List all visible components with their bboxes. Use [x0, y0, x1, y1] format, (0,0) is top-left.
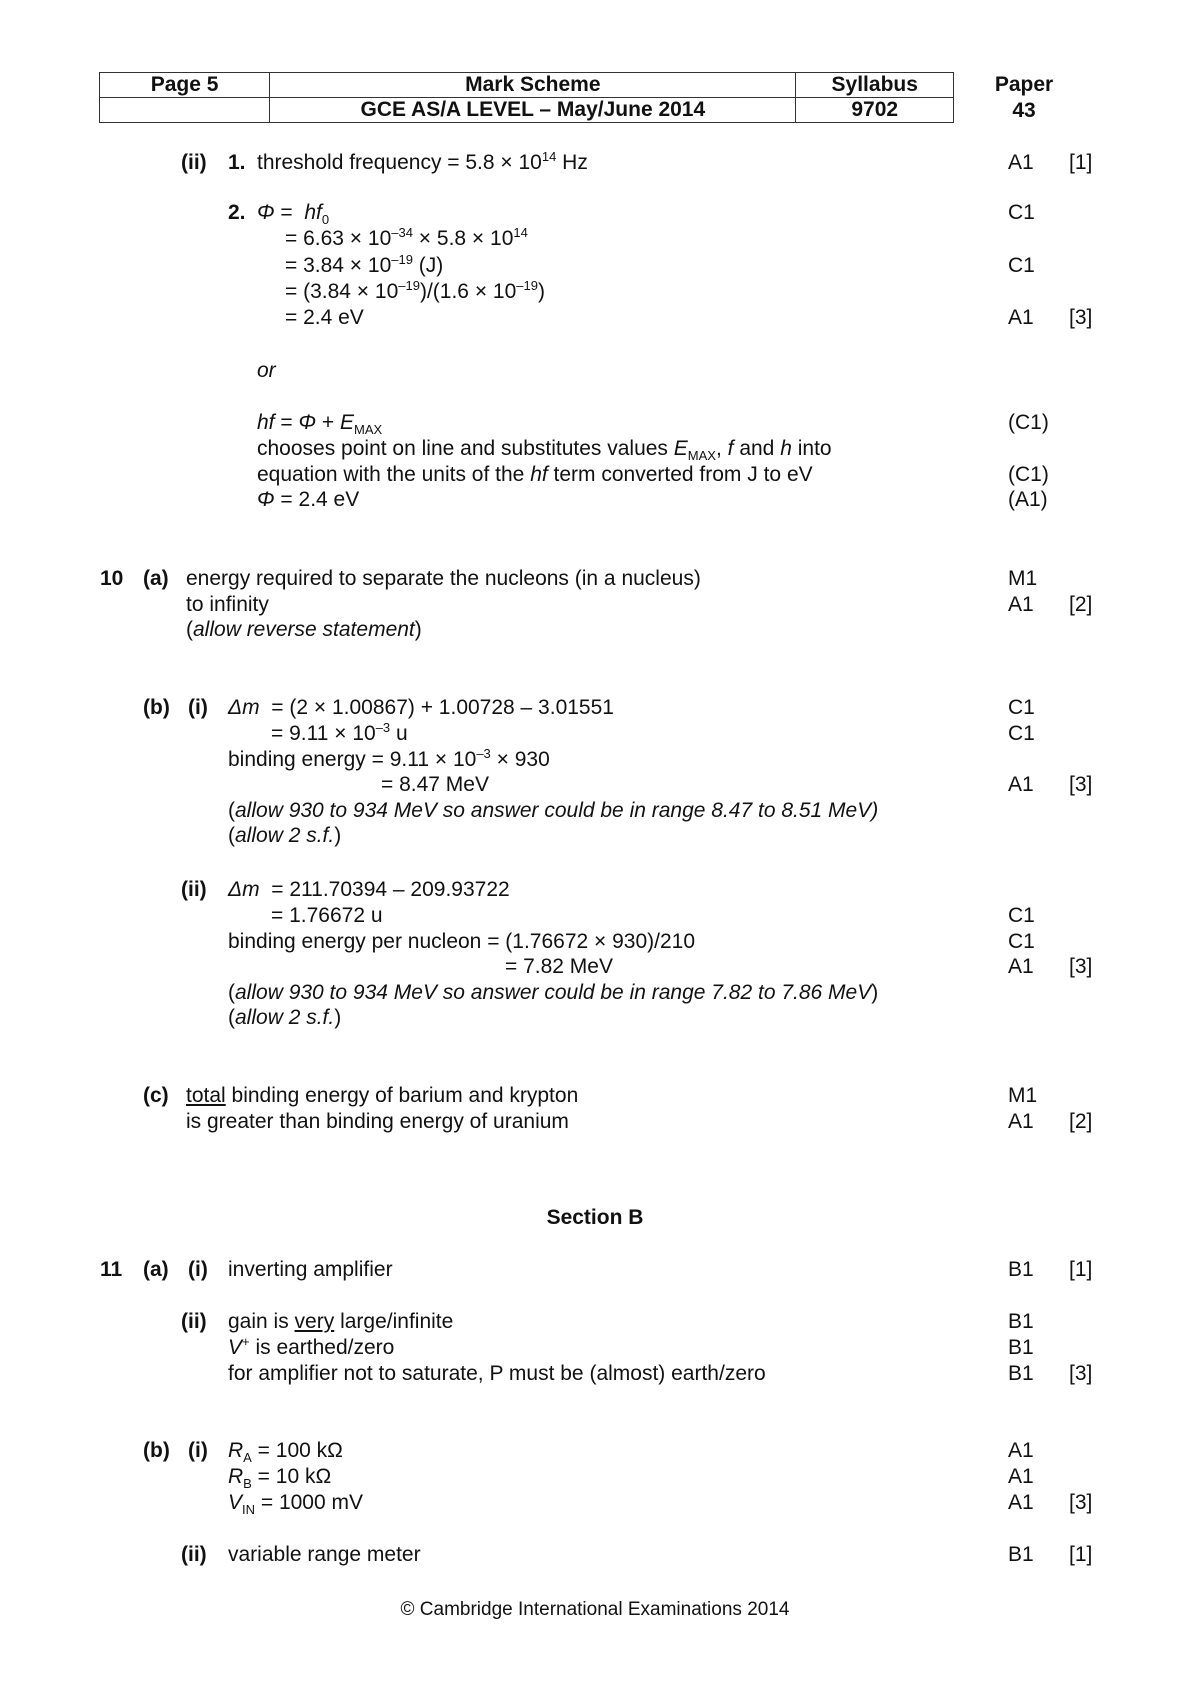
q10-part-c: (c) [143, 1084, 169, 1107]
q10-a-line2: to infinity [186, 593, 269, 616]
header-table [99, 72, 954, 124]
q10-bii-note2: (allow 2 s.f.) [228, 1006, 342, 1029]
q11-bi-line3: $V_{IN} = 1000$ mV [228, 1491, 363, 1518]
mark: B1 [1008, 1310, 1034, 1333]
q10-c-line2: is greater than binding energy of uranium [186, 1110, 569, 1133]
mark: C1 [1008, 722, 1035, 745]
mark: C1 [1008, 930, 1035, 953]
mark-total: [3] [1069, 306, 1093, 329]
q9-part1-text: threshold frequency = $5.8 \times 10^{14}$ Hz [257, 149, 588, 174]
q11-aii-line1: gain is very large/infinite [228, 1310, 454, 1333]
mark: B1 [1008, 1258, 1034, 1281]
q10-bi-line4: = 8.47 MeV [381, 773, 489, 796]
q10-c-line1: total binding energy of barium and krypton [186, 1084, 579, 1107]
q11-bii-line1: variable range meter [228, 1543, 421, 1566]
q11-aii-line2: V+ is earthed/zero [228, 1334, 395, 1359]
q11-bi-line1: $R_A = 100$ kΩ [228, 1439, 343, 1466]
syllabus-code: 9702 [796, 98, 954, 123]
q9-sub-ii: (ii) [181, 151, 207, 174]
q10-bi-line2: = $9.11 \times 10^{-3}$ u [271, 720, 408, 745]
q10-bii-line4: = 7.82 MeV [505, 955, 613, 978]
q9-eq-line4: = $(3.84 \times 10^{-19})/(1.6 \times 10^{-19})$ [285, 278, 545, 303]
mark: M1 [1008, 1084, 1038, 1107]
q10-b-sub-ii: (ii) [181, 878, 207, 901]
mark-total: [1] [1069, 1543, 1093, 1566]
mark-total: [2] [1069, 1110, 1093, 1133]
q11-b-sub-i: (i) [188, 1439, 208, 1462]
q9-alt-line1: hf = $\Phi + E_{MAX}$ [257, 411, 383, 438]
q11-bi-line2: $R_B = 10$ kΩ [228, 1465, 332, 1492]
q9-alt-line2: chooses point on line and substitutes values $E_{MAX}$, f and h into [257, 437, 832, 464]
q9-part2-num: 2. [228, 201, 246, 224]
mark: A1 [1008, 1439, 1034, 1462]
page-label: Page 5 [100, 73, 270, 98]
q10-bii-line3: binding energy per nucleon = (1.76672 × 930)/210 [228, 930, 696, 953]
q11-a-sub-ii: (ii) [181, 1310, 207, 1333]
q11-a-sub-i: (i) [188, 1258, 208, 1281]
q10-bii-line1: Δm = 211.70394 – 209.93722 [228, 878, 510, 901]
q10-bi-line1: Δm = (2 × 1.00867) + 1.00728 – 3.01551 [228, 696, 614, 719]
q9-eq-line5: = 2.4 eV [285, 306, 364, 329]
mark-total: [1] [1069, 1258, 1093, 1281]
q9-or: or [257, 359, 276, 382]
mark: A1 [1008, 306, 1034, 329]
mark: B1 [1008, 1362, 1034, 1385]
q10-part-a: (a) [143, 567, 169, 590]
q9-eq-line3: = $3.84 \times 10^{-19}$ (J) [285, 252, 444, 277]
mark-total: [2] [1069, 593, 1093, 616]
mark: A1 [1008, 955, 1034, 978]
mark-total: [3] [1069, 955, 1093, 978]
mark: (C1) [1008, 463, 1049, 486]
mark: C1 [1008, 201, 1035, 224]
mark: C1 [1008, 904, 1035, 927]
q10-bi-note1: (allow 930 to 934 MeV so answer could be in range 8.47 to 8.51 MeV) [228, 799, 879, 822]
mark: B1 [1008, 1543, 1034, 1566]
mark: (A1) [1008, 488, 1048, 511]
mark-total: [1] [1069, 151, 1093, 174]
mark: (C1) [1008, 411, 1049, 434]
mark: C1 [1008, 696, 1035, 719]
mark-total: [3] [1069, 1491, 1093, 1514]
q10-b-sub-i: (i) [188, 696, 208, 719]
copyright-footer: © Cambridge International Examinations 2014 [400, 1599, 790, 1620]
q11-number: 11 [100, 1258, 123, 1281]
mark: A1 [1008, 1491, 1034, 1514]
q11-aii-line3: for amplifier not to saturate, P must be (almost) earth/zero [228, 1362, 766, 1385]
q10-bii-note1: (allow 930 to 934 MeV so answer could be in range 7.82 to 7.86 MeV) [228, 981, 879, 1004]
q9-alt-line3: equation with the units of the hf term converted from J to eV [257, 463, 813, 486]
mark: A1 [1008, 593, 1034, 616]
q11-ai-line1: inverting amplifier [228, 1258, 393, 1281]
paper-code: 43 [1012, 99, 1036, 122]
page-blank-cell [100, 98, 270, 123]
q10-number: 10 [100, 567, 124, 590]
paper-label: Paper [994, 73, 1054, 96]
mark: B1 [1008, 1336, 1034, 1359]
section-heading: Section B [546, 1206, 644, 1229]
q11-part-a: (a) [143, 1258, 169, 1281]
mark-total: [3] [1069, 1362, 1093, 1385]
q11-part-b: (b) [143, 1439, 170, 1462]
q10-bi-note2: (allow 2 s.f.) [228, 824, 342, 847]
q9-alt-line4: Φ = 2.4 eV [257, 488, 360, 511]
q10-a-line1: energy required to separate the nucleons (in a nucleus) [186, 567, 701, 590]
mark-total: [3] [1069, 773, 1093, 796]
exam-label: GCE AS/A LEVEL – May/June 2014 [270, 98, 796, 123]
q9-eq-line1: $\Phi = hf_0$ [257, 201, 330, 228]
syllabus-label: Syllabus [796, 73, 954, 98]
q10-part-b: (b) [143, 696, 170, 719]
mark: A1 [1008, 151, 1034, 174]
mark: C1 [1008, 254, 1035, 277]
q10-a-note: (allow reverse statement) [186, 618, 422, 641]
mark: M1 [1008, 567, 1038, 590]
q9-part1-num: 1. [228, 151, 246, 174]
q10-bii-line2: = 1.76672 u [271, 904, 383, 927]
q11-b-sub-ii: (ii) [181, 1543, 207, 1566]
q10-bi-line3: binding energy = $9.11 \times 10^{-3} \times 930$ [228, 746, 550, 771]
mark: A1 [1008, 773, 1034, 796]
mark: A1 [1008, 1110, 1034, 1133]
mark: A1 [1008, 1465, 1034, 1488]
doc-title: Mark Scheme [270, 73, 796, 98]
q9-eq-line2: = $6.63 \times 10^{-34} \times 5.8 \times 10^{14}$ [285, 225, 528, 250]
